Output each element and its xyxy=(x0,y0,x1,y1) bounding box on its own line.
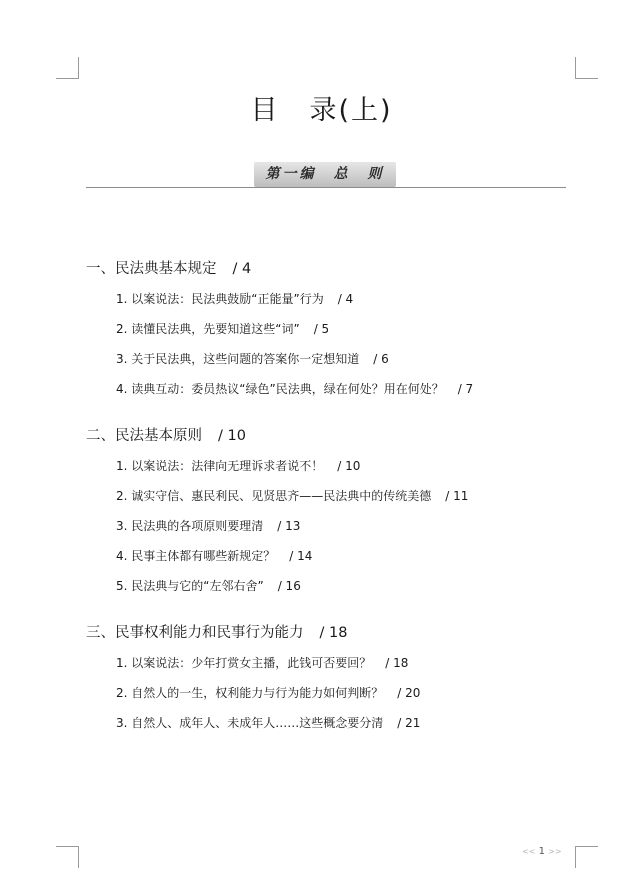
crop-mark-top-left-v xyxy=(78,57,79,79)
toc-chapter-entry[interactable] xyxy=(86,421,566,451)
toc-item-entry[interactable] xyxy=(86,511,566,541)
toc-item-page: / 11 xyxy=(445,489,469,503)
section-divider xyxy=(86,187,566,188)
toc-item-entry[interactable] xyxy=(86,678,566,708)
page-title xyxy=(0,88,643,127)
toc-item-entry[interactable] xyxy=(86,541,566,571)
toc-item-title: 1. 以案说法：少年打赏女主播，此钱可否要回？ xyxy=(116,656,372,670)
toc-item-title: 4. 读典互动：委员热议“绿色”民法典，绿在何处？用在何处？ xyxy=(116,382,444,396)
toc-item-entry[interactable] xyxy=(86,374,566,404)
page-title-first-char: 目 xyxy=(250,95,280,126)
toc-item-title: 1. 以案说法：民法典鼓励“正能量”行为 xyxy=(116,292,324,306)
toc-item-title: 5. 民法典与它的“左邻右舍” xyxy=(116,579,264,593)
toc-chapter-page: / 18 xyxy=(319,625,348,641)
footer-decoration-right: >> xyxy=(548,847,562,856)
toc-item-page: / 13 xyxy=(277,519,301,533)
toc-chapter-title: 三、民事权利能力和民事行为能力 xyxy=(86,625,304,641)
crop-mark-bottom-left-v xyxy=(78,846,79,868)
crop-mark-bottom-left-h xyxy=(56,846,78,847)
toc-chapter-entry[interactable] xyxy=(86,254,566,284)
toc-item-page: / 21 xyxy=(397,716,421,730)
crop-mark-bottom-right-v xyxy=(575,846,576,868)
table-of-contents xyxy=(86,254,566,738)
crop-mark-top-right-v xyxy=(575,57,576,79)
toc-item-entry[interactable] xyxy=(86,314,566,344)
toc-item-page: / 4 xyxy=(337,292,354,306)
toc-item-page: / 7 xyxy=(457,382,474,396)
toc-item-title: 2. 诚实守信、惠民利民、见贤思齐——民法典中的传统美德 xyxy=(116,489,432,503)
toc-chapter-page: / 10 xyxy=(218,428,246,444)
toc-item-title: 3. 民法典的各项原则要理清 xyxy=(116,519,264,533)
toc-item-title: 3. 自然人、成年人、未成年人……这些概念要分清 xyxy=(116,716,384,730)
toc-item-page: / 10 xyxy=(337,459,361,473)
toc-item-entry[interactable] xyxy=(86,648,566,678)
toc-item-page: / 6 xyxy=(373,352,389,366)
toc-item-title: 4. 民事主体都有哪些新规定？ xyxy=(116,549,276,563)
toc-item-entry[interactable] xyxy=(86,571,566,601)
toc-item-page: / 20 xyxy=(397,686,421,700)
toc-chapter-title: 一、民法典基本规定 xyxy=(86,261,217,277)
toc-item-title: 2. 自然人的一生，权利能力与行为能力如何判断？ xyxy=(116,686,384,700)
toc-item-entry[interactable] xyxy=(86,481,566,511)
toc-item-entry[interactable] xyxy=(86,284,566,314)
toc-item-page: / 16 xyxy=(277,579,301,593)
footer-decoration-left: << xyxy=(522,847,536,856)
page-number: 1 xyxy=(538,846,545,857)
page-footer xyxy=(522,846,562,857)
toc-item-title: 1. 以案说法：法律向无理诉求者说不！ xyxy=(116,459,324,473)
toc-item-entry[interactable] xyxy=(86,451,566,481)
page-title-rest: 录(上) xyxy=(309,95,393,126)
crop-mark-top-left-h xyxy=(56,78,78,79)
toc-chapter-entry[interactable] xyxy=(86,618,566,648)
toc-chapter-page: / 4 xyxy=(232,261,252,277)
toc-item-page: / 14 xyxy=(289,549,313,563)
section-badge: 第一编 总 则 xyxy=(254,162,396,187)
crop-mark-top-right-h xyxy=(576,78,598,79)
toc-item-page: / 18 xyxy=(385,656,409,670)
toc-item-entry[interactable] xyxy=(86,708,566,738)
toc-item-entry[interactable] xyxy=(86,344,566,374)
toc-item-title: 3. 关于民法典，这些问题的答案你一定想知道 xyxy=(116,352,360,366)
toc-item-page: / 5 xyxy=(313,322,330,336)
crop-mark-bottom-right-h xyxy=(576,846,598,847)
toc-item-title: 2. 读懂民法典，先要知道这些“词” xyxy=(116,322,300,336)
toc-chapter-title: 二、民法基本原则 xyxy=(86,428,202,444)
